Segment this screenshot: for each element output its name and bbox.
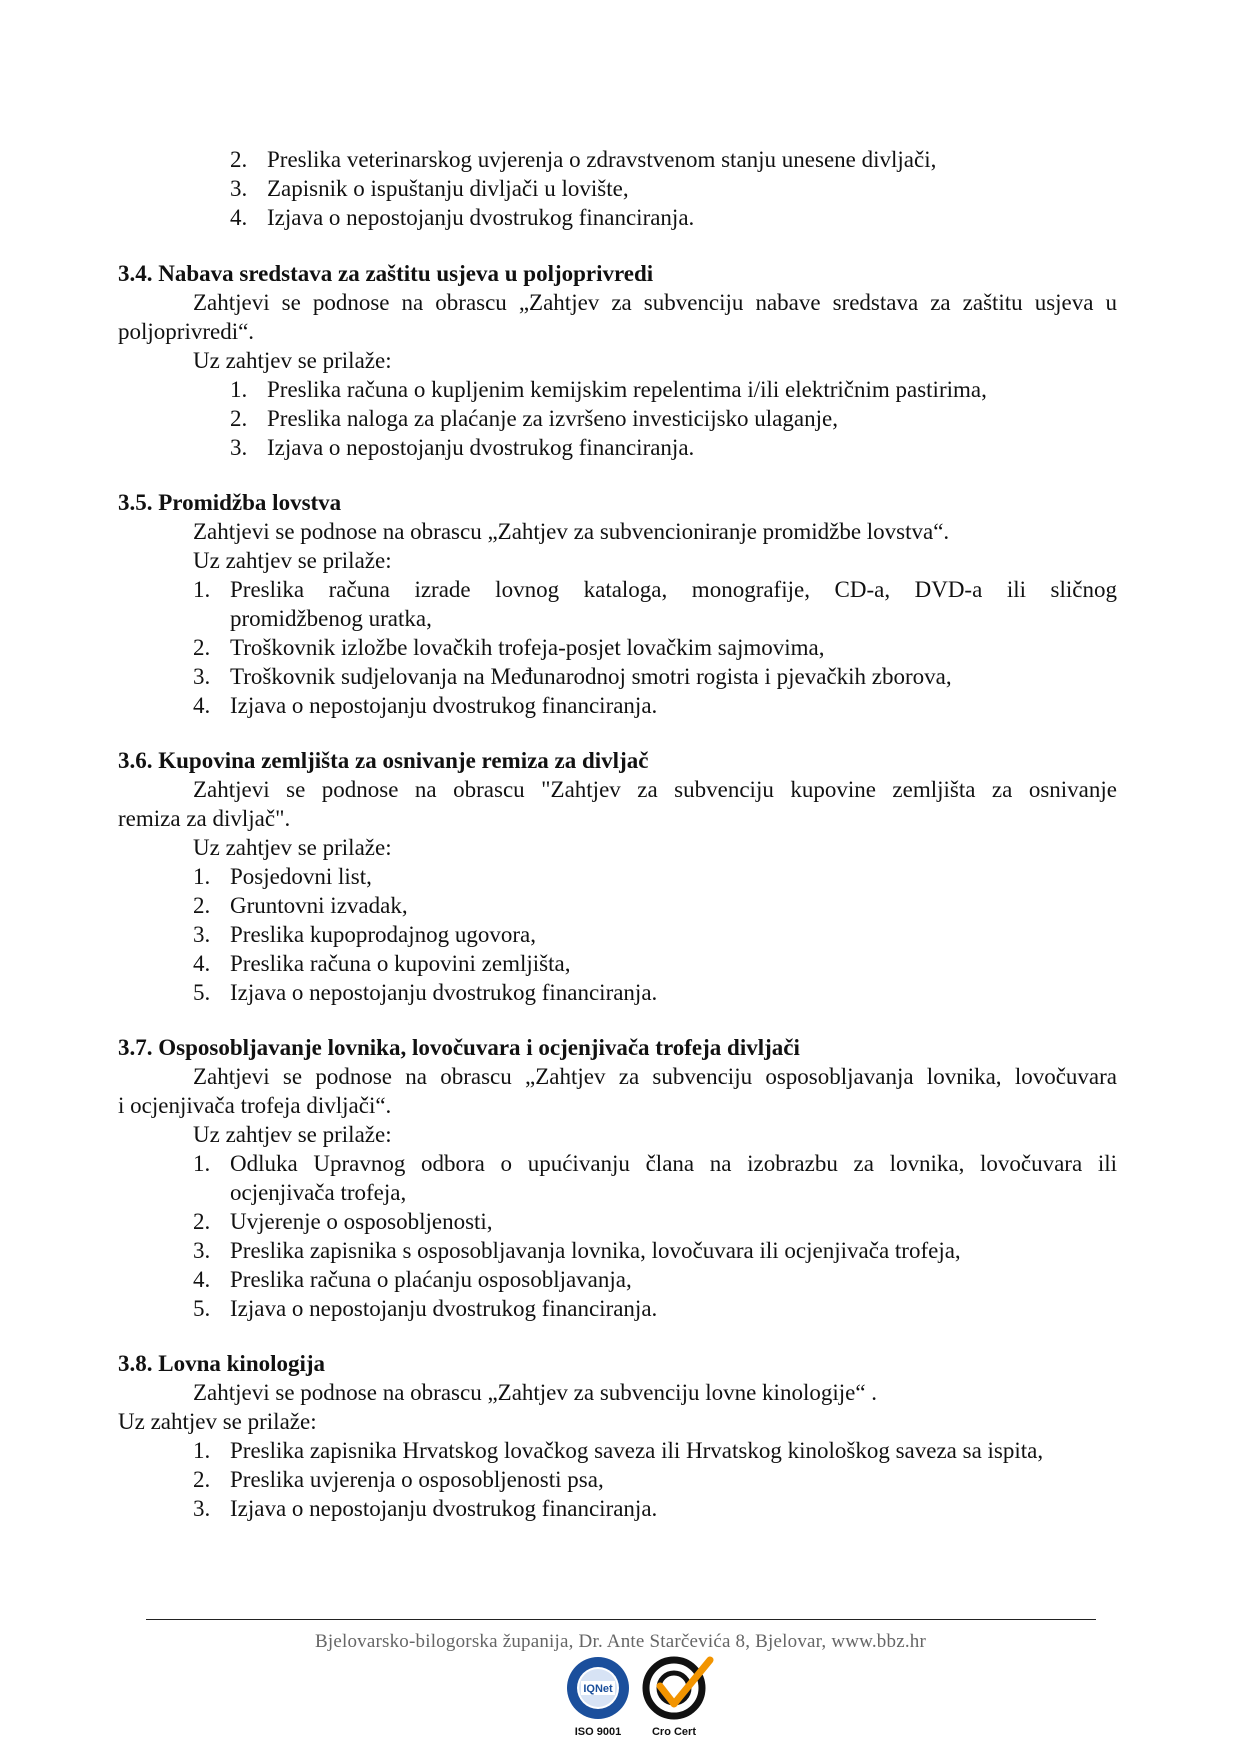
section-paragraph: Zahtjevi se podnose na obrascu "Zahtjev za subvenciju kupovine zemljišta za osnivanje xyxy=(193,777,1117,802)
section-heading-3-4: 3.4. Nabava sredstava za zaštitu usjeva u poljoprivredi xyxy=(118,261,654,286)
section-heading-3-7: 3.7. Osposobljavanje lovnika, lovočuvara i ocjenjivača trofeja divljači xyxy=(118,1035,800,1060)
footer-divider xyxy=(146,1619,1096,1620)
attachments-label: Uz zahtjev se prilaže: xyxy=(193,548,392,573)
crocert-logo-icon xyxy=(646,1660,710,1738)
section-paragraph-cont: poljoprivredi“. xyxy=(118,319,255,344)
section-paragraph-cont: remiza za divljač". xyxy=(118,806,291,831)
section-heading-3-6: 3.6. Kupovina zemljišta za osnivanje remiza za divljač xyxy=(118,748,649,773)
attachments-label: Uz zahtjev se prilaže: xyxy=(193,835,392,860)
attachments-label: Uz zahtjev se prilaže: xyxy=(193,348,392,373)
svg-text:IQNet: IQNet xyxy=(583,1683,613,1695)
certification-logos xyxy=(560,1656,720,1738)
section-heading-3-5: 3.5. Promidžba lovstva xyxy=(118,490,342,515)
section-paragraph: Zahtjevi se podnose na obrascu „Zahtjev za subvenciju osposobljavanja lovnika, lovočuvara xyxy=(193,1064,1117,1089)
section-paragraph: Zahtjevi se podnose na obrascu „Zahtjev za subvencioniranje promidžbe lovstva“. xyxy=(193,519,950,544)
attachments-label: Uz zahtjev se prilaže: xyxy=(193,1122,392,1147)
attachments-label: Uz zahtjev se prilaže: xyxy=(118,1409,317,1434)
svg-text:Cro Cert: Cro Cert xyxy=(651,1726,697,1738)
section-paragraph-cont: i ocjenjivača trofeja divljači“. xyxy=(118,1093,392,1118)
svg-text:ISO 9001: ISO 9001 xyxy=(574,1726,622,1738)
section-paragraph: Zahtjevi se podnose na obrascu „Zahtjev za subvenciju nabave sredstava za zaštitu usjeva u xyxy=(193,290,1117,315)
section-paragraph: Zahtjevi se podnose na obrascu „Zahtjev za subvenciju lovne kinologije“ . xyxy=(193,1380,878,1405)
document-page: 2. Preslika veterinarskog uvjerenja o zdravstvenom stanju unesene divljači, 3. Zapisnik o ispuštanju divljači u lovište, 4. Izjava o nepostojanju dvostrukog financiranja. 3.4. Nabava sredstava za zaštitu usjeva u poljoprivredi Zahtjevi se podnose na obrascu „Zahtjev za subvenciju nabave sredstava za zaštitu usjeva u poljoprivredi“. Uz zahtjev se prilaže: 1. Preslika računa o kupljenim kemijskim repelentima i/ili električnim pastirima, 2. Preslika naloga za plaćanje za izvršeno investicijsko ulaganje, 3. Izjava o nepostojanju dvostrukog financiranja. 3.5. Promidžba lovstva Zahtjevi se podnose na obrascu „Zahtjev za subvencioniranje promidžbe lovstva“. Uz zahtjev se prilaže: 1. Preslika računa izrade lovnog kataloga, monografije, CD-a, DVD-a ili sličnog promidžbenog uratka, 2. Troškovnik izložbe lovačkih trofeja-posjet lovačkim sajmovima, 3. Troškovnik sudjelovanja na Međunarodnoj smotri rogista i pjevačkih zborova, 4. Izjava o nepostojanju dvostrukog financiranja. 3.6. Kupovina zemljišta za osnivanje remiza za divljač Zahtjevi se podnose na obrascu "Zahtjev za subvenciju kupovine zemljišta za osnivanje remiza za divljač". Uz zahtjev se prilaže: 1. Posjedovni list, 2. Gruntovni izvadak, 3. Preslika kupoprodajnog ugovora, 4. Preslika računa o kupovini zemljišta, 5. Izjava o nepostojanju dvostrukog financiranja. 3.7. Osposobljavanje lovnika, lovočuvara i ocjenjivača trofeja divljači Zahtjevi se podnose na obrascu „Zahtjev za subvenciju osposobljavanja lovnika, lovočuvara i ocjenjivača trofeja divljači“. Uz zahtjev se prilaže: 1. Odluka Upravnog odbora o upućivanju člana na izobrazbu za lovnika, lovočuvara ili ocjenjivača trofeja, 2. Uvjerenje o osposobljenosti, 3. Preslika zapisnika s osposobljavanja lovnika, lovočuvara ili ocjenjivača trofeja, 4. Preslika računa o plaćanju osposobljavanja, 5. Izjava o nepostojanju dvostrukog financiranja. 3.8. Lovna kinologija Zahtjevi se podnose na obrascu „Zahtjev za subvenciju lovne kinologije“ . Uz zahtjev se prilaže: 1. Preslika zapisnika Hrvatskog lovačkog saveza ili Hrvatskog kinološkog saveza sa ispita, 2. Preslika uvjerenja o osposobljenosti psa, 3. Izjava o nepostojanju dvostrukog financiranja. Bjelovarsko-bilogorska županija, Dr. Ante Starčevića 8, Bjelovar, www.bbz.hr IQNet ISO 9001 Cro Cert xyxy=(0,0,1241,1755)
iqnet-logo-icon xyxy=(567,1657,629,1738)
footer-address: Bjelovarsko-bilogorska županija, Dr. Ante Starčevića 8, Bjelovar, www.bbz.hr xyxy=(314,1631,927,1652)
section-heading-3-8: 3.8. Lovna kinologija xyxy=(118,1351,326,1376)
